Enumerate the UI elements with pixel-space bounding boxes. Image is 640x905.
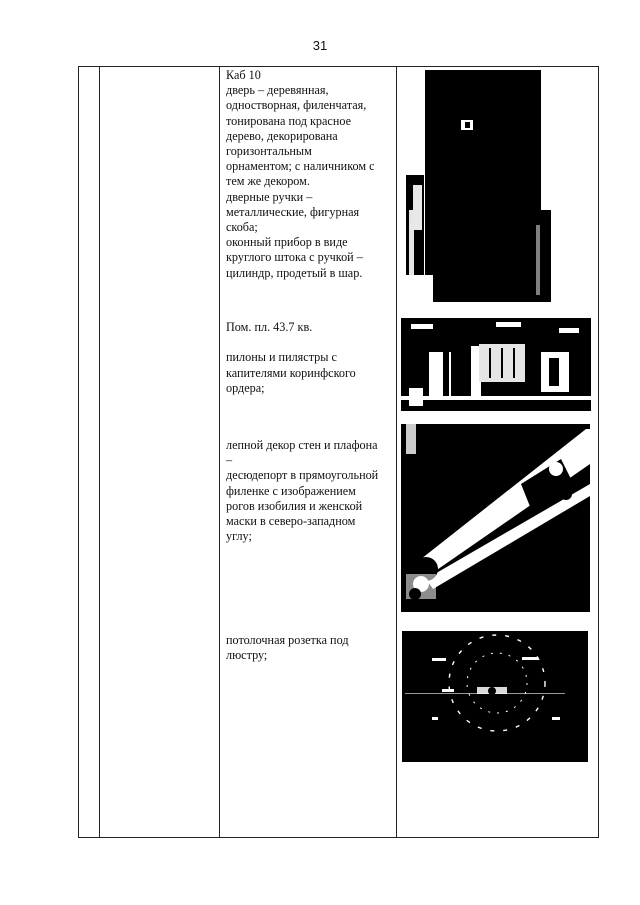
hall-pylons-photo — [401, 318, 591, 411]
page-number: 31 — [312, 38, 328, 53]
column-divider — [396, 67, 397, 837]
stucco-decor-photo — [401, 424, 590, 612]
entry-pylons-description: Пом. пл. 43.7 кв. пилоны и пилястры с капителями коринфского ордера; — [226, 320, 356, 395]
entry-rosette-description: потолочная розетка под люстру; — [226, 633, 349, 663]
door-photo — [401, 70, 556, 302]
entry-stucco-description: лепной декор стен и плафона – десюдепорт в прямоугольной филенке с изображением рогов изобилия и женской маски в северо-западном углу; — [226, 438, 379, 544]
column-divider — [219, 67, 220, 837]
ceiling-rosette-photo — [402, 631, 588, 762]
column-divider — [99, 67, 100, 837]
entry-door-description: Каб 10 дверь – деревянная, одностворная, филенчатая, тонирована под красное дерево, декорирована горизонтальным орнаментом; с наличником с тем же декором. дверные ручки – металлические, фигурная скоба; оконный прибор в виде круглого штока с ручкой – цилиндр, продетый в шар. — [226, 68, 375, 280]
